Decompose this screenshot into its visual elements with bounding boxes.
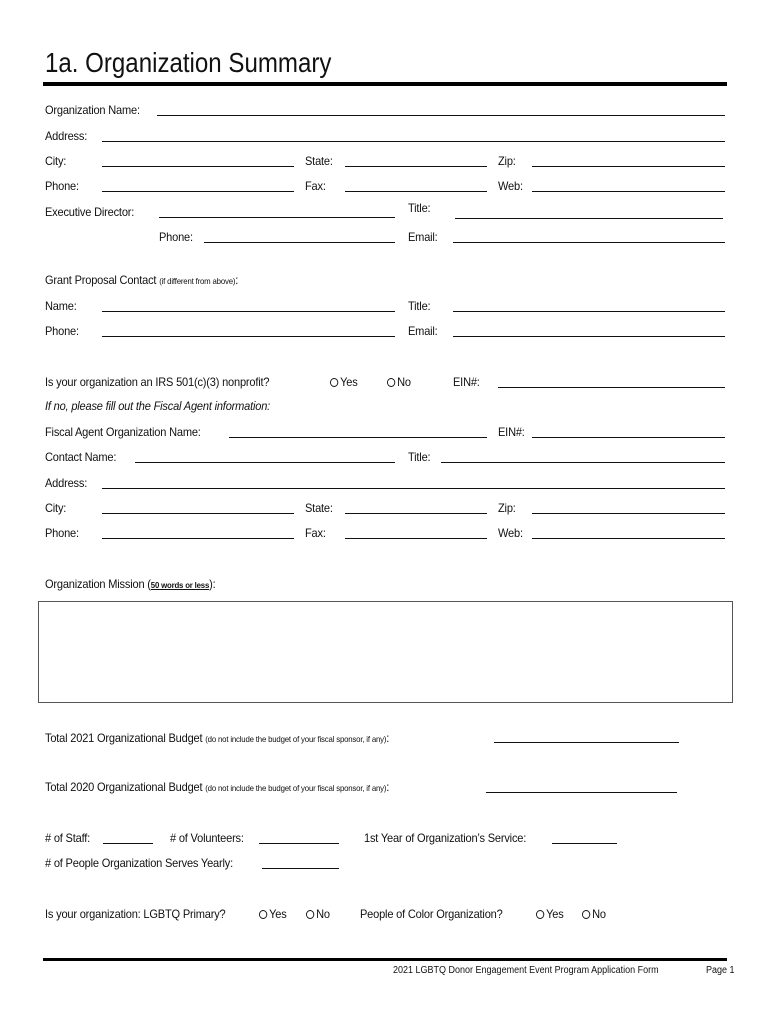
poc-no-option[interactable] [582,907,606,921]
footer-form-name: 2021 LGBTQ Donor Engagement Event Program Application Form [393,965,659,976]
fiscal-city-label: City: [45,501,67,515]
grant-name-label: Name: [45,299,77,313]
budget-2021-label [45,731,389,746]
lgbtq-primary-question: Is your organization: LGBTQ Primary? [45,907,226,921]
irs-question: Is your organization an IRS 501(c)(3) nonprofit? [45,375,270,389]
grant-title-label: Title: [408,299,431,313]
address-label: Address: [45,129,88,143]
fiscal-web-label: Web: [498,526,523,540]
fiscal-fax-field[interactable] [345,538,487,539]
fiscal-city-field[interactable] [102,513,294,514]
grant-contact-heading [45,273,238,288]
radio-icon[interactable] [330,378,338,387]
grant-name-field[interactable] [102,311,395,312]
radio-icon[interactable] [536,910,544,919]
fiscal-org-name-label: Fiscal Agent Organization Name: [45,425,201,439]
irs-ein-label: EIN#: [453,375,480,389]
irs-no-label: No [397,375,411,389]
ed-email-field[interactable] [453,242,725,243]
staff-label: # of Staff: [45,831,91,845]
ed-title-label: Title: [408,201,431,215]
web-label: Web: [498,179,523,193]
budget-2021-note: (do not include the budget of your fiscal sponsor, if any) [205,734,387,744]
radio-icon[interactable] [387,378,395,387]
fiscal-contact-name-label: Contact Name: [45,450,117,464]
fiscal-instruction: If no, please fill out the Fiscal Agent information: [45,399,271,413]
state-field[interactable] [345,166,487,167]
budget-2021-field[interactable] [494,742,679,743]
fiscal-contact-name-field[interactable] [135,462,395,463]
phone-label: Phone: [45,179,79,193]
radio-icon[interactable] [306,910,314,919]
grant-contact-note: (if different from above) [159,276,236,286]
state-label: State: [305,154,333,168]
people-served-field[interactable] [262,868,339,869]
poc-question: People of Color Organization? [360,907,503,921]
fiscal-address-field[interactable] [102,488,725,489]
poc-no-label: No [592,907,606,921]
fiscal-fax-label: Fax: [305,526,326,540]
grant-contact-colon: : [235,273,239,287]
irs-no-option[interactable] [387,375,411,389]
zip-field[interactable] [532,166,725,167]
footer-page-number: Page 1 [706,965,735,976]
mission-textbox[interactable] [38,601,733,703]
phone-field[interactable] [102,191,294,192]
ed-phone-field[interactable] [204,242,395,243]
irs-yes-option[interactable] [330,375,358,389]
ed-title-field[interactable] [455,218,723,219]
fiscal-title-field[interactable] [441,462,725,463]
page-title: 1a. Organization Summary [45,47,332,78]
footer-rule [43,958,727,961]
budget-2020-colon: : [386,780,390,794]
executive-director-label: Executive Director: [45,205,135,219]
org-name-field[interactable] [157,115,725,116]
fiscal-web-field[interactable] [532,538,725,539]
mission-label-text: Organization Mission ( [45,577,151,591]
lgbtq-no-label: No [316,907,330,921]
city-field[interactable] [102,166,294,167]
fiscal-zip-field[interactable] [532,513,725,514]
grant-email-label: Email: [408,324,438,338]
ed-email-label: Email: [408,230,438,244]
lgbtq-no-option[interactable] [306,907,330,921]
city-label: City: [45,154,67,168]
people-served-label: # of People Organization Serves Yearly: [45,856,233,870]
lgbtq-yes-label: Yes [269,907,287,921]
address-field[interactable] [102,141,725,142]
grant-title-field[interactable] [453,311,725,312]
budget-2021-text: Total 2021 Organizational Budget [45,731,203,745]
budget-2020-label [45,780,389,795]
budget-2021-colon: : [386,731,390,745]
mission-word-limit: 50 words or less [150,580,210,590]
budget-2020-note: (do not include the budget of your fiscal sponsor, if any) [205,783,387,793]
fiscal-state-label: State: [305,501,333,515]
fiscal-ein-label: EIN#: [498,425,525,439]
fax-field[interactable] [345,191,487,192]
fiscal-address-label: Address: [45,476,88,490]
org-name-label: Organization Name: [45,103,140,117]
mission-label-end: ): [209,577,216,591]
fiscal-zip-label: Zip: [498,501,516,515]
fiscal-title-label: Title: [408,450,431,464]
poc-yes-option[interactable] [536,907,564,921]
web-field[interactable] [532,191,725,192]
fiscal-org-name-field[interactable] [229,437,487,438]
budget-2020-text: Total 2020 Organizational Budget [45,780,203,794]
staff-field[interactable] [103,843,153,844]
volunteers-label: # of Volunteers: [170,831,244,845]
executive-director-field[interactable] [159,217,395,218]
fiscal-state-field[interactable] [345,513,487,514]
grant-contact-heading-text: Grant Proposal Contact [45,273,157,287]
fax-label: Fax: [305,179,326,193]
fiscal-phone-field[interactable] [102,538,294,539]
first-year-field[interactable] [552,843,617,844]
mission-label [45,577,216,592]
volunteers-field[interactable] [259,843,339,844]
ed-phone-label: Phone: [159,230,193,244]
radio-icon[interactable] [582,910,590,919]
radio-icon[interactable] [259,910,267,919]
irs-ein-field[interactable] [498,387,725,388]
title-rule [43,82,727,86]
grant-phone-field[interactable] [102,336,395,337]
budget-2020-field[interactable] [486,792,677,793]
irs-yes-label: Yes [340,375,358,389]
lgbtq-yes-option[interactable] [259,907,287,921]
fiscal-phone-label: Phone: [45,526,79,540]
grant-phone-label: Phone: [45,324,79,338]
grant-email-field[interactable] [453,336,725,337]
poc-yes-label: Yes [546,907,564,921]
zip-label: Zip: [498,154,516,168]
fiscal-ein-field[interactable] [532,437,725,438]
first-year-label: 1st Year of Organization’s Service: [364,831,527,845]
